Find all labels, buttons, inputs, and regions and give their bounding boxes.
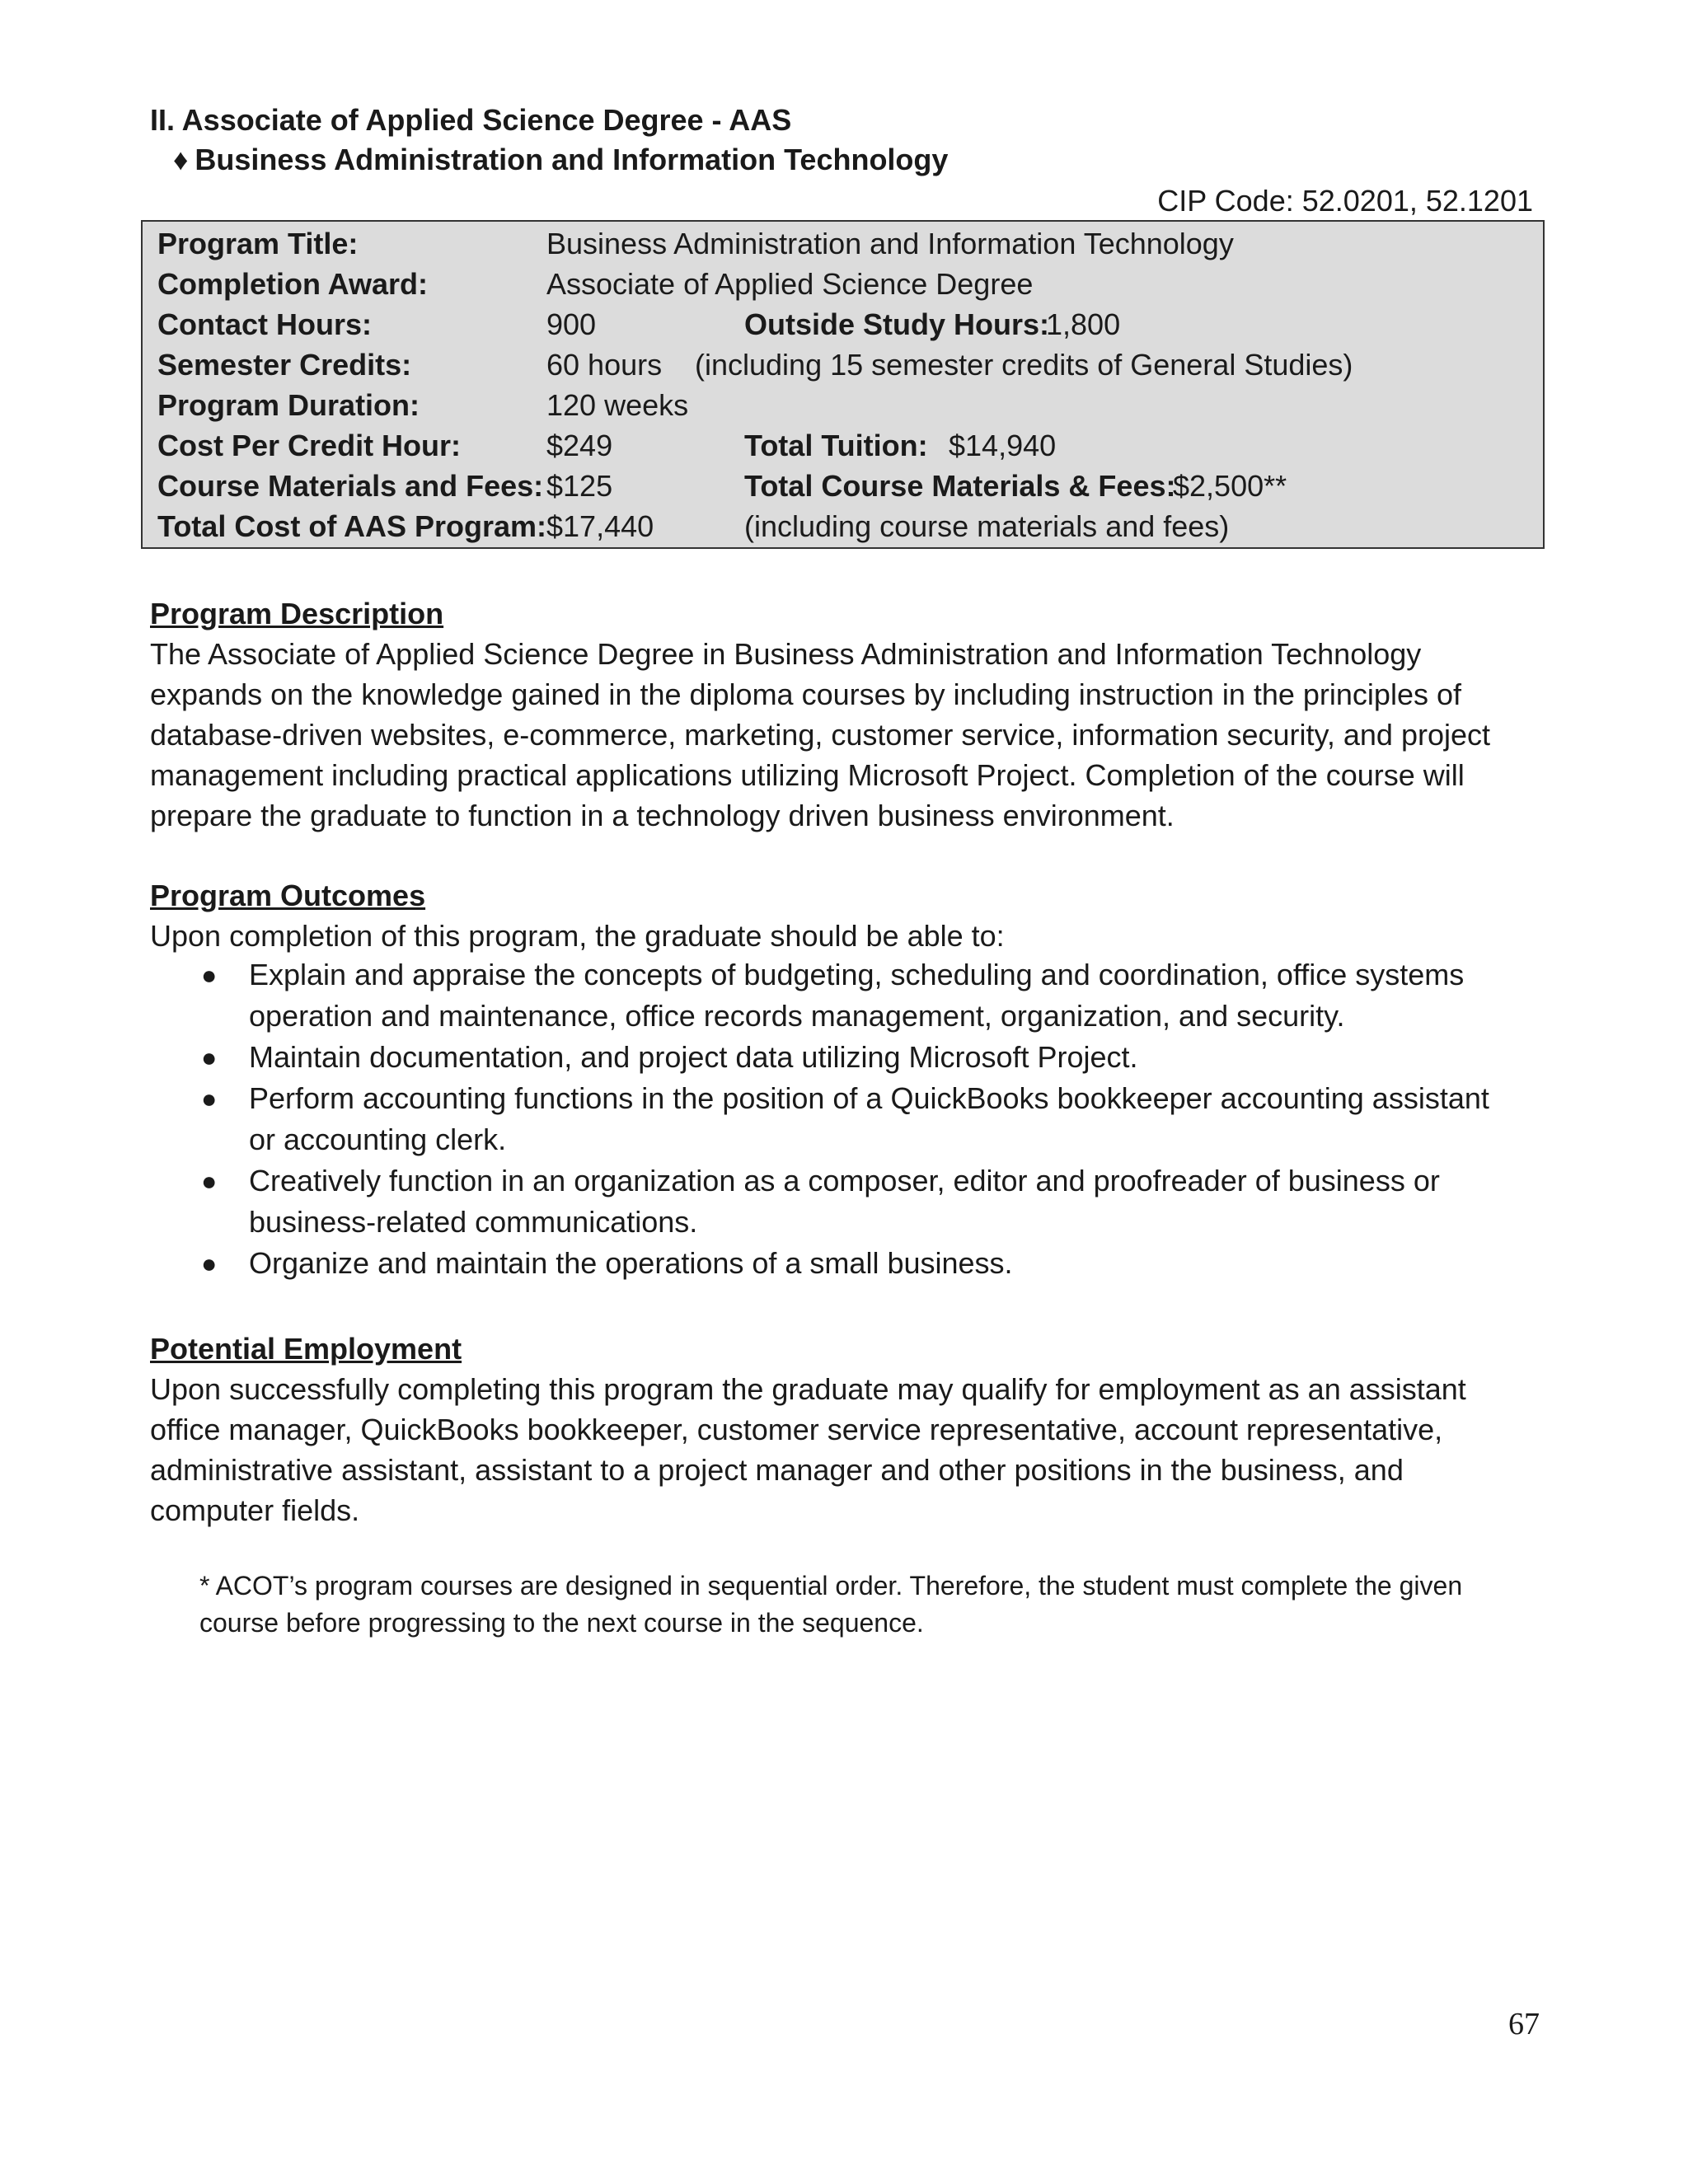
text-line: business-related communications. bbox=[249, 1205, 698, 1239]
section-title: II. Associate of Applied Science Degree - AAS bbox=[150, 103, 792, 137]
text-line: or accounting clerk. bbox=[249, 1122, 507, 1156]
info-label: Semester Credits: bbox=[157, 348, 412, 382]
text-line: database-driven websites, e-commerce, marketing, customer service, information security, and project bbox=[150, 718, 1490, 752]
text-line: Creatively function in an organization as a composer, editor and proofreader of business or bbox=[249, 1164, 1440, 1197]
info-value-secondary: $14,940 bbox=[949, 429, 1057, 462]
bullet-icon: ● bbox=[201, 1084, 218, 1113]
list-item bbox=[150, 954, 1551, 1037]
info-value: Business Administration and Information Technology bbox=[546, 227, 1234, 260]
bullet-icon: ● bbox=[201, 1166, 218, 1196]
info-label: Cost Per Credit Hour: bbox=[157, 429, 462, 462]
program-outcomes-intro: Upon completion of this program, the graduate should be able to: bbox=[150, 919, 1005, 953]
page-number: 67 bbox=[1508, 2007, 1540, 2041]
program-subtitle bbox=[173, 140, 948, 180]
info-label: Course Materials and Fees: bbox=[157, 469, 544, 503]
list-item bbox=[150, 1160, 1551, 1243]
bullet-icon: ● bbox=[201, 1249, 218, 1278]
info-label-secondary: Outside Study Hours: bbox=[744, 307, 1050, 341]
text-line: Upon successfully completing this program the graduate may qualify for employment as an assistant bbox=[150, 1372, 1466, 1406]
text-line: administrative assistant, assistant to a project manager and other positions in the business, and bbox=[150, 1453, 1404, 1487]
text-line: Organize and maintain the operations of a small business. bbox=[249, 1246, 1013, 1280]
potential-employment-text bbox=[150, 1369, 1551, 1530]
text-line: course before progressing to the next course in the sequence. bbox=[199, 1608, 924, 1638]
text-line: Explain and appraise the concepts of budgeting, scheduling and coordination, office systems bbox=[249, 958, 1465, 991]
info-value: $125 bbox=[546, 469, 613, 503]
info-value-secondary: 1,800 bbox=[1046, 307, 1121, 341]
program-outcomes-heading: Program Outcomes bbox=[150, 879, 426, 912]
diamond-bullet-icon: ♦ bbox=[173, 143, 189, 176]
info-note: (including course materials and fees) bbox=[744, 509, 1230, 543]
text-line: Perform accounting functions in the position of a QuickBooks bookkeeper accounting assistant bbox=[249, 1081, 1489, 1115]
text-line: Maintain documentation, and project data utilizing Microsoft Project. bbox=[249, 1040, 1138, 1074]
list-item bbox=[150, 1037, 1551, 1078]
program-subtitle-text: Business Administration and Information Technology bbox=[195, 143, 949, 176]
program-description-text bbox=[150, 634, 1551, 836]
bullet-icon: ● bbox=[201, 960, 218, 990]
info-label: Program Title: bbox=[157, 227, 359, 260]
outcomes-list bbox=[150, 954, 1551, 1284]
program-description-heading: Program Description bbox=[150, 597, 444, 630]
info-value: $249 bbox=[546, 429, 613, 462]
info-value: Associate of Applied Science Degree bbox=[546, 267, 1034, 301]
text-line: computer fields. bbox=[150, 1493, 360, 1527]
info-value-secondary: $2,500** bbox=[1173, 469, 1287, 503]
bullet-icon: ● bbox=[201, 1043, 218, 1072]
footnote bbox=[199, 1568, 1551, 1642]
info-label: Completion Award: bbox=[157, 267, 429, 301]
info-label: Program Duration: bbox=[157, 388, 420, 422]
info-label: Contact Hours: bbox=[157, 307, 372, 341]
text-line: management including practical applications utilizing Microsoft Project. Completion of the course will bbox=[150, 758, 1465, 792]
info-value: 120 weeks bbox=[546, 388, 689, 422]
info-value: 60 hours bbox=[546, 348, 663, 382]
text-line: expands on the knowledge gained in the diploma courses by including instruction in the principles of bbox=[150, 677, 1461, 711]
cip-code: CIP Code: 52.0201, 52.1201 bbox=[1157, 184, 1533, 218]
info-label-secondary: Total Course Materials & Fees: bbox=[744, 469, 1176, 503]
info-note: (including 15 semester credits of General Studies) bbox=[695, 348, 1353, 382]
list-item bbox=[150, 1078, 1551, 1160]
list-item bbox=[150, 1243, 1551, 1284]
program-info-box bbox=[141, 220, 1545, 549]
info-value: 900 bbox=[546, 307, 597, 341]
text-line: operation and maintenance, office records management, organization, and security. bbox=[249, 999, 1345, 1033]
info-label: Total Cost of AAS Program: bbox=[157, 509, 547, 543]
text-line: The Associate of Applied Science Degree in Business Administration and Information Technology bbox=[150, 637, 1422, 671]
info-label-secondary: Total Tuition: bbox=[744, 429, 928, 462]
text-line: office manager, QuickBooks bookkeeper, customer service representative, account representative, bbox=[150, 1413, 1443, 1446]
text-line: prepare the graduate to function in a technology driven business environment. bbox=[150, 799, 1175, 832]
info-value: $17,440 bbox=[546, 509, 654, 543]
potential-employment-heading: Potential Employment bbox=[150, 1332, 462, 1366]
text-line: * ACOT’s program courses are designed in sequential order. Therefore, the student must complete the given bbox=[199, 1571, 1463, 1601]
